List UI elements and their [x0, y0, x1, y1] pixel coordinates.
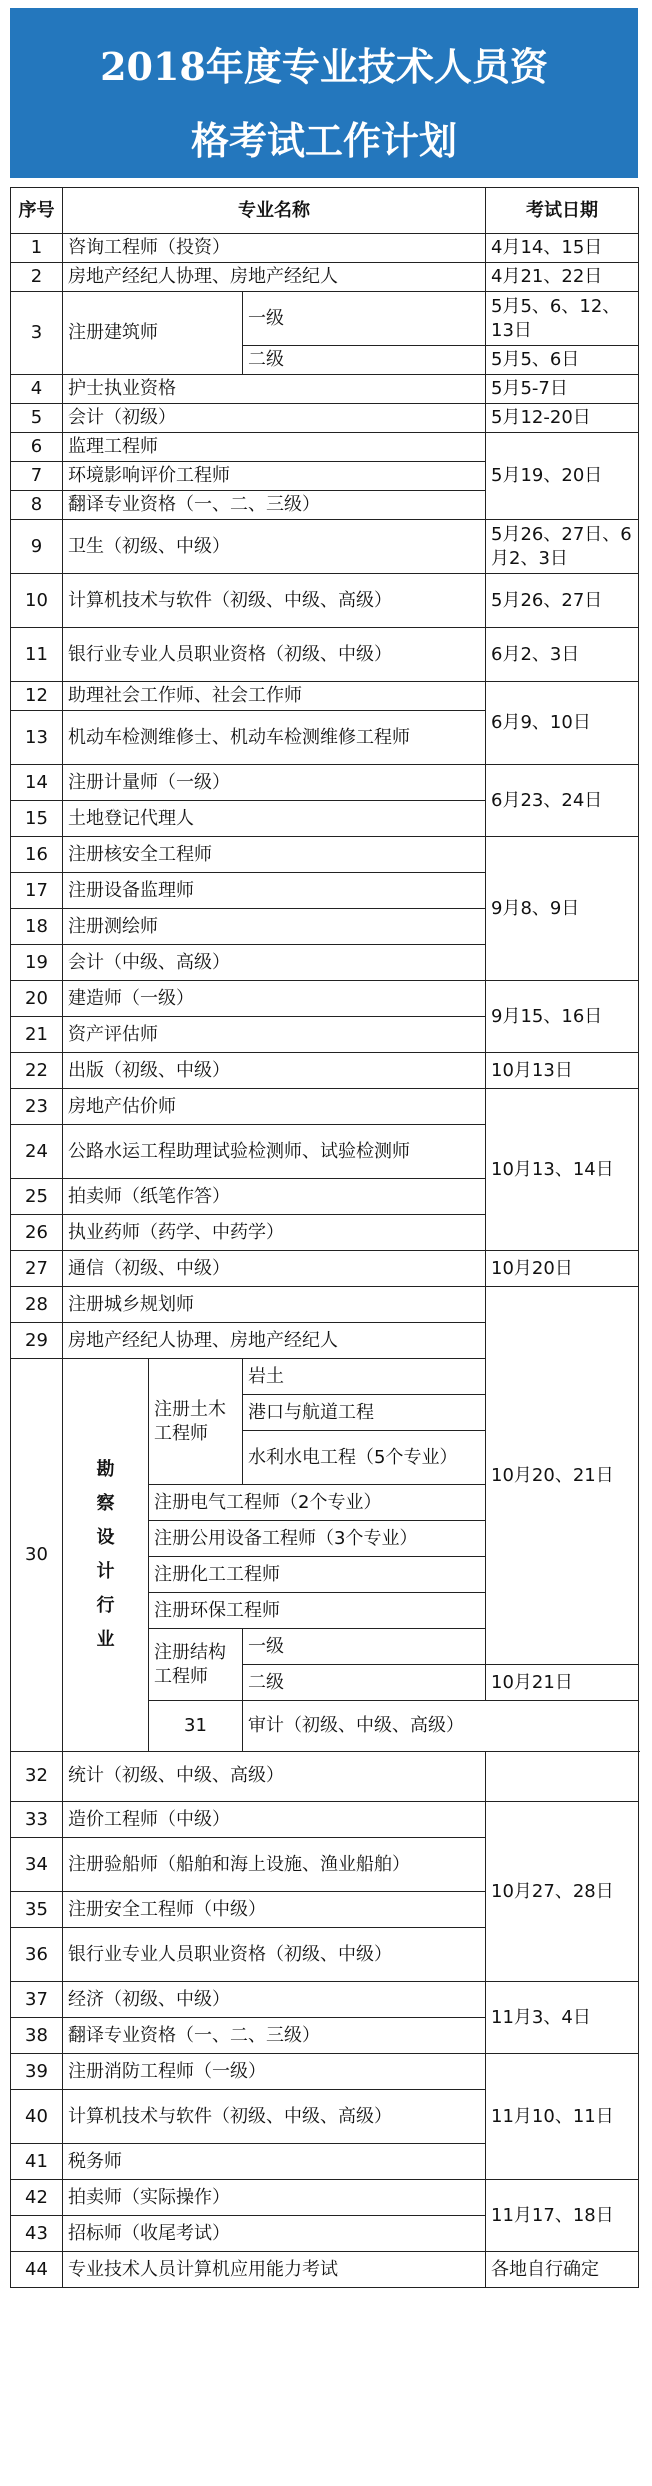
- exam-date: 10月27、28日: [486, 1802, 639, 1982]
- exam-name: 注册土木工程师: [149, 1359, 243, 1485]
- exam-name: 监理工程师: [63, 433, 486, 462]
- row-number: 36: [11, 1928, 63, 1982]
- exam-name: 注册电气工程师（2个专业）: [149, 1485, 486, 1521]
- row-number: 33: [11, 1802, 63, 1838]
- exam-date: 5月5-7日: [486, 375, 639, 404]
- row-number: 44: [11, 2252, 63, 2288]
- exam-name: 注册消防工程师（一级）: [63, 2054, 486, 2090]
- exam-name: 统计（初级、中级、高级）: [63, 1751, 486, 1802]
- exam-name: 会计（初级）: [63, 404, 486, 433]
- exam-date: 10月20、21日: [486, 1287, 639, 1665]
- exam-name: 注册验船师（船舶和海上设施、渔业船舶）: [63, 1838, 486, 1892]
- row-number: 13: [11, 711, 63, 765]
- row-number: 38: [11, 2018, 63, 2054]
- exam-name: 出版（初级、中级）: [63, 1053, 486, 1089]
- exam-date: 9月15、16日: [486, 981, 639, 1053]
- exam-date: 4月14、15日: [486, 234, 639, 263]
- table-row: [11, 628, 639, 682]
- header-date: 考试日期: [486, 188, 639, 234]
- exam-name: 土地登记代理人: [63, 801, 486, 837]
- table-row: [11, 234, 639, 263]
- row-number: 43: [11, 2216, 63, 2252]
- row-number: 9: [11, 520, 63, 574]
- exam-sublevel: 二级: [243, 346, 486, 375]
- exam-sublevel: 二级: [243, 1665, 486, 1701]
- exam-name: 护士执业资格: [63, 375, 486, 404]
- table-row: [11, 292, 639, 346]
- exam-name: 房地产经纪人协理、房地产经纪人: [63, 263, 486, 292]
- exam-name: 机动车检测维修士、机动车检测维修工程师: [63, 711, 486, 765]
- table-row: [11, 981, 639, 1017]
- exam-name: 通信（初级、中级）: [63, 1251, 486, 1287]
- row-number: 5: [11, 404, 63, 433]
- row-number: 23: [11, 1089, 63, 1125]
- table-row: [11, 1287, 639, 1323]
- exam-date: 4月21、22日: [486, 263, 639, 292]
- row-number: 6: [11, 433, 63, 462]
- exam-name: 翻译专业资格（一、二、三级）: [63, 2018, 486, 2054]
- row-number: 12: [11, 682, 63, 711]
- row-number: 30: [11, 1359, 63, 1752]
- exam-name: 注册安全工程师（中级）: [63, 1892, 486, 1928]
- row-number: 39: [11, 2054, 63, 2090]
- exam-name: 房地产估价师: [63, 1089, 486, 1125]
- row-number: 21: [11, 1017, 63, 1053]
- table-row: [11, 1251, 639, 1287]
- exam-name: 造价工程师（中级）: [63, 1802, 486, 1838]
- table-row: [11, 404, 639, 433]
- exam-date: 5月5、6、12、13日: [486, 292, 639, 346]
- table-row: [11, 433, 639, 462]
- exam-date: 5月26、27日: [486, 574, 639, 628]
- exam-name: 注册设备监理师: [63, 873, 486, 909]
- exam-name: 注册化工工程师: [149, 1557, 486, 1593]
- exam-name: 咨询工程师（投资）: [63, 234, 486, 263]
- table-row: [11, 837, 639, 873]
- exam-date: 11月10、11日: [486, 2054, 639, 2180]
- exam-date: 10月13、14日: [486, 1089, 639, 1251]
- row-number: 31: [149, 1701, 243, 1752]
- title-banner: [10, 8, 638, 178]
- exam-name: 建造师（一级）: [63, 981, 486, 1017]
- exam-date: 11月17、18日: [486, 2180, 639, 2252]
- row-number: 22: [11, 1053, 63, 1089]
- exam-name: 环境影响评价工程师: [63, 462, 486, 491]
- row-number: 11: [11, 628, 63, 682]
- row-number: 34: [11, 1838, 63, 1892]
- exam-date: 6月9、10日: [486, 682, 639, 765]
- table-row: [11, 574, 639, 628]
- exam-name: 注册核安全工程师: [63, 837, 486, 873]
- exam-date: 5月19、20日: [486, 433, 639, 520]
- table-row: [11, 1802, 639, 1838]
- row-number: 37: [11, 1982, 63, 2018]
- exam-name: 注册环保工程师: [149, 1593, 486, 1629]
- exam-date: 5月5、6日: [486, 346, 639, 375]
- table-row: [11, 1089, 639, 1125]
- row-number: 20: [11, 981, 63, 1017]
- row-number: 7: [11, 462, 63, 491]
- row-number: 10: [11, 574, 63, 628]
- table-row: [11, 263, 639, 292]
- exam-sublevel: 岩土: [243, 1359, 486, 1395]
- header-name: 专业名称: [63, 188, 486, 234]
- exam-date: 6月2、3日: [486, 628, 639, 682]
- exam-name: 计算机技术与软件（初级、中级、高级）: [63, 2090, 486, 2144]
- row-number: 19: [11, 945, 63, 981]
- table-row: [11, 2180, 639, 2216]
- exam-name: 注册测绘师: [63, 909, 486, 945]
- exam-sublevel: 水利水电工程（5个专业）: [243, 1431, 486, 1485]
- row-number: 25: [11, 1179, 63, 1215]
- exam-name: 计算机技术与软件（初级、中级、高级）: [63, 574, 486, 628]
- industry-group: [63, 1359, 149, 1752]
- header-seq: 序号: [11, 188, 63, 234]
- exam-date: 5月12-20日: [486, 404, 639, 433]
- table-row: [11, 375, 639, 404]
- exam-name: 房地产经纪人协理、房地产经纪人: [63, 1323, 486, 1359]
- row-number: 16: [11, 837, 63, 873]
- exam-name: 执业药师（药学、中药学）: [63, 1215, 486, 1251]
- row-number: 26: [11, 1215, 63, 1251]
- exam-name: 资产评估师: [63, 1017, 486, 1053]
- exam-date: 10月13日: [486, 1053, 639, 1089]
- exam-date: 各地自行确定: [486, 2252, 639, 2288]
- table-row: [11, 1982, 639, 2018]
- table-row: [11, 682, 639, 711]
- exam-date: 10月21日: [486, 1665, 639, 1701]
- exam-name: 翻译专业资格（一、二、三级）: [63, 491, 486, 520]
- exam-schedule-table: [10, 187, 639, 2288]
- row-number: 42: [11, 2180, 63, 2216]
- exam-date: 11月3、4日: [486, 1982, 639, 2054]
- exam-name: 专业技术人员计算机应用能力考试: [63, 2252, 486, 2288]
- exam-sublevel: 一级: [243, 1629, 486, 1665]
- exam-name: 公路水运工程助理试验检测师、试验检测师: [63, 1125, 486, 1179]
- row-number: 27: [11, 1251, 63, 1287]
- exam-date: 6月23、24日: [486, 765, 639, 837]
- exam-name: 拍卖师（纸笔作答）: [63, 1179, 486, 1215]
- exam-name: 会计（中级、高级）: [63, 945, 486, 981]
- exam-sublevel: 一级: [243, 292, 486, 346]
- exam-name: 注册计量师（一级）: [63, 765, 486, 801]
- exam-name: 银行业专业人员职业资格（初级、中级）: [63, 1928, 486, 1982]
- header-row: [11, 188, 639, 234]
- table-row: [11, 765, 639, 801]
- exam-name: 招标师（收尾考试）: [63, 2216, 486, 2252]
- row-number: 14: [11, 765, 63, 801]
- exam-date: 9月8、9日: [486, 837, 639, 981]
- row-number: 8: [11, 491, 63, 520]
- row-number: 28: [11, 1287, 63, 1323]
- exam-name: 审计（初级、中级、高级）: [243, 1701, 639, 1752]
- exam-name: 助理社会工作师、社会工作师: [63, 682, 486, 711]
- exam-date: 5月26、27日、6月2、3日: [486, 520, 639, 574]
- industry-group-label: 勘察设计行业: [96, 1458, 115, 1650]
- row-number: 4: [11, 375, 63, 404]
- exam-sublevel: 港口与航道工程: [243, 1395, 486, 1431]
- row-number: 2: [11, 263, 63, 292]
- row-number: 29: [11, 1323, 63, 1359]
- table-row: [11, 1053, 639, 1089]
- row-number: 24: [11, 1125, 63, 1179]
- table-row: [11, 520, 639, 574]
- table-row: [11, 1751, 639, 1802]
- exam-name: 拍卖师（实际操作）: [63, 2180, 486, 2216]
- exam-name: 注册公用设备工程师（3个专业）: [149, 1521, 486, 1557]
- exam-name: 注册结构工程师: [149, 1629, 243, 1701]
- row-number: 18: [11, 909, 63, 945]
- exam-date: 10月20日: [486, 1251, 639, 1287]
- row-number: 15: [11, 801, 63, 837]
- row-number: 41: [11, 2144, 63, 2180]
- exam-name: 注册城乡规划师: [63, 1287, 486, 1323]
- row-number: 35: [11, 1892, 63, 1928]
- row-number: 17: [11, 873, 63, 909]
- title-line-1: 2018年度专业技术人员资: [100, 44, 548, 89]
- exam-name: 银行业专业人员职业资格（初级、中级）: [63, 628, 486, 682]
- exam-name: 税务师: [63, 2144, 486, 2180]
- table-row: [11, 2054, 639, 2090]
- exam-name: 卫生（初级、中级）: [63, 520, 486, 574]
- row-number: 3: [11, 292, 63, 375]
- exam-name: 注册建筑师: [63, 292, 243, 375]
- exam-name: 经济（初级、中级）: [63, 1982, 486, 2018]
- row-number: 32: [11, 1751, 63, 1802]
- title-line-2: 格考试工作计划: [190, 118, 457, 163]
- row-number: 40: [11, 2090, 63, 2144]
- row-number: 1: [11, 234, 63, 263]
- table-row: [11, 2252, 639, 2288]
